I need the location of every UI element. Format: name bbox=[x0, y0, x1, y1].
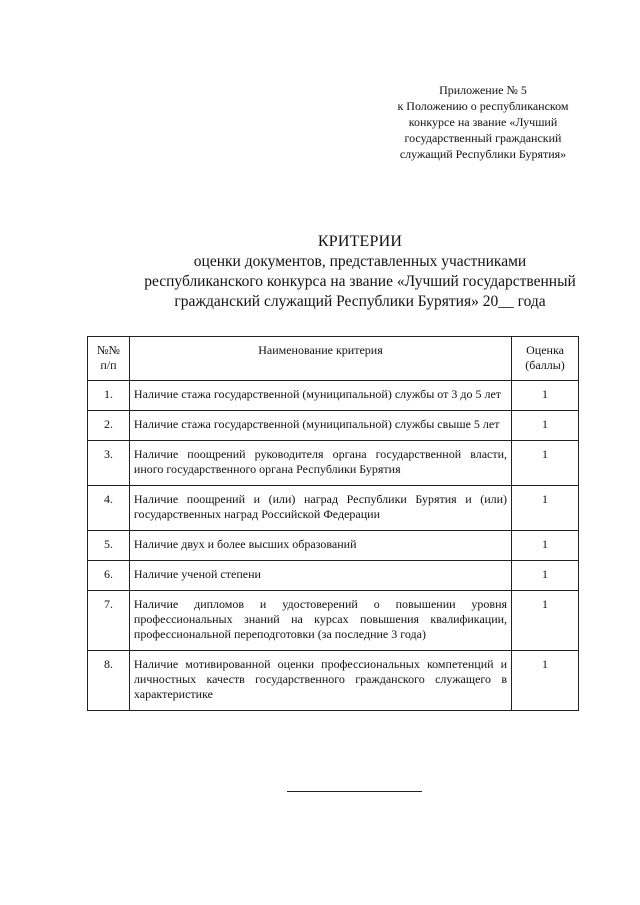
row-criterion: Наличие стажа государственной (муниципальной) службы свыше 5 лет bbox=[129, 411, 511, 441]
table-row bbox=[88, 651, 579, 711]
header-number-line: №№ bbox=[97, 343, 120, 357]
document-subtitle-line: республиканского конкурса на звание «Лучший государственный bbox=[144, 273, 576, 290]
row-criterion: Наличие мотивированной оценки профессиональных компетенций и личностных качеств государственного гражданского служащего в характеристике bbox=[129, 651, 511, 711]
appendix-line: государственный гражданский bbox=[404, 131, 562, 145]
row-score: 1 bbox=[512, 486, 579, 531]
row-number: 5. bbox=[88, 531, 130, 561]
row-criterion: Наличие дипломов и удостоверений о повышении уровня профессиональных знаний на курсах повышения квалификации, профессиональной переподготовки (за последние 3 года) bbox=[129, 591, 511, 651]
document-subtitle-line: оценки документов, представленных участниками bbox=[193, 253, 527, 270]
header-number bbox=[88, 337, 130, 381]
row-number: 8. bbox=[88, 651, 130, 711]
table-row bbox=[88, 411, 579, 441]
table-row bbox=[88, 531, 579, 561]
row-criterion: Наличие поощрений руководителя органа государственной власти, иного государственного органа Республики Бурятия bbox=[129, 441, 511, 486]
row-score: 1 bbox=[512, 411, 579, 441]
document-heading bbox=[90, 232, 630, 312]
criteria-table bbox=[87, 336, 579, 711]
appendix-note bbox=[368, 82, 598, 162]
appendix-line: к Положению о республиканском bbox=[397, 99, 569, 113]
row-score: 1 bbox=[512, 531, 579, 561]
document-subtitle-line: гражданский служащий Республики Бурятия» 20__ года bbox=[174, 293, 546, 310]
closing-divider-line bbox=[287, 791, 422, 792]
row-criterion: Наличие двух и более высших образований bbox=[129, 531, 511, 561]
row-criterion: Наличие ученой степени bbox=[129, 561, 511, 591]
header-criterion-name: Наименование критерия bbox=[129, 337, 511, 381]
row-score: 1 bbox=[512, 381, 579, 411]
appendix-line: конкурсе на звание «Лучший bbox=[408, 115, 558, 129]
header-number-line: п/п bbox=[100, 358, 117, 372]
appendix-line: служащий Республики Бурятия» bbox=[399, 147, 567, 161]
appendix-line: Приложение № 5 bbox=[439, 83, 527, 97]
row-number: 2. bbox=[88, 411, 130, 441]
row-score: 1 bbox=[512, 591, 579, 651]
row-number: 6. bbox=[88, 561, 130, 591]
row-score: 1 bbox=[512, 651, 579, 711]
document-title: КРИТЕРИИ bbox=[317, 233, 403, 250]
row-number: 4. bbox=[88, 486, 130, 531]
row-number: 7. bbox=[88, 591, 130, 651]
header-score-line: Оценка bbox=[526, 343, 564, 357]
row-score: 1 bbox=[512, 561, 579, 591]
row-score: 1 bbox=[512, 441, 579, 486]
row-number: 1. bbox=[88, 381, 130, 411]
row-number: 3. bbox=[88, 441, 130, 486]
row-criterion: Наличие стажа государственной (муниципальной) службы от 3 до 5 лет bbox=[129, 381, 511, 411]
table-row bbox=[88, 381, 579, 411]
row-criterion: Наличие поощрений и (или) наград Республики Бурятия и (или) государственных наград Российской Федерации bbox=[129, 486, 511, 531]
table-header-row bbox=[88, 337, 579, 381]
table-row bbox=[88, 561, 579, 591]
table-row bbox=[88, 441, 579, 486]
table-row bbox=[88, 486, 579, 531]
header-score bbox=[512, 337, 579, 381]
header-score-line: (баллы) bbox=[525, 358, 565, 372]
table-row bbox=[88, 591, 579, 651]
